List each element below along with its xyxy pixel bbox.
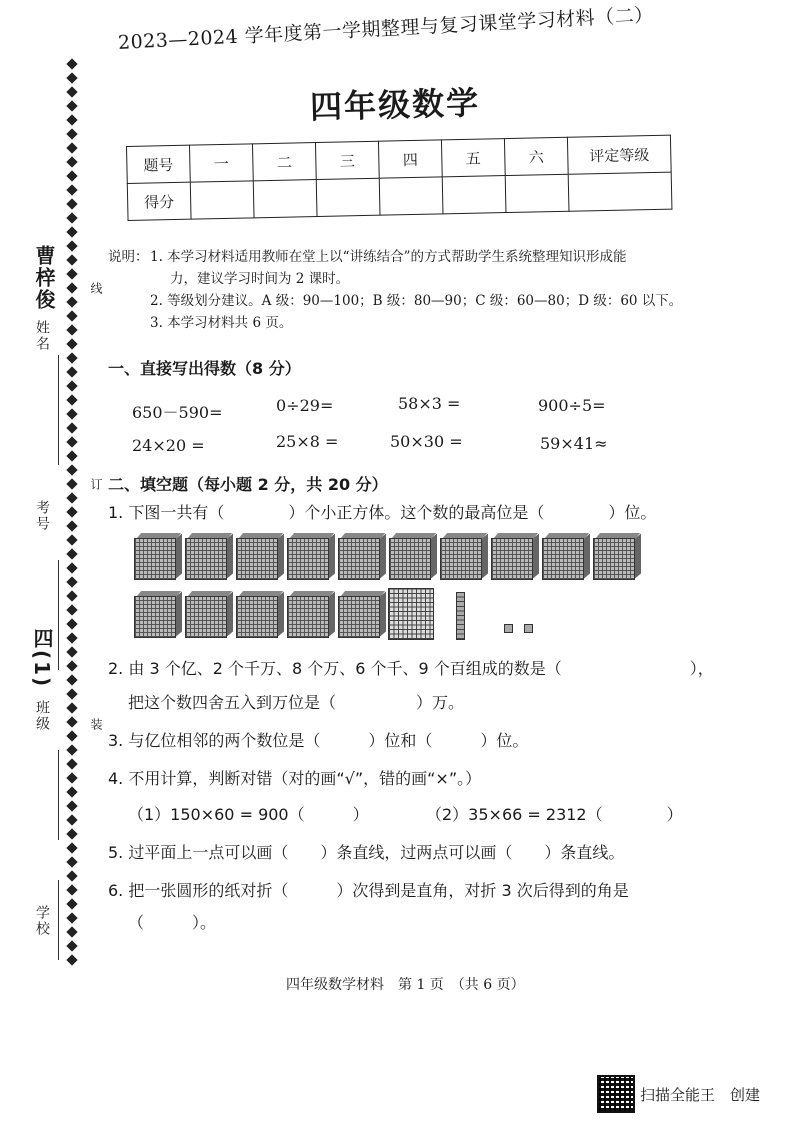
diamond-ornament (66, 534, 77, 545)
diamond-ornament (66, 240, 77, 251)
diamond-ornament (66, 170, 77, 181)
diamond-ornament (66, 478, 77, 489)
diamond-ornament (66, 828, 77, 839)
question-2a: 2. 由 3 个亿、2 个千万、8 个万、6 个千、9 个百组成的数是（ ）， (108, 659, 714, 678)
diamond-ornament (66, 604, 77, 615)
diamond-ornament (66, 562, 77, 573)
scanner-watermark: 扫描全能王 创建 (640, 1086, 761, 1104)
diamond-ornament (66, 268, 77, 279)
exam-no-underline (58, 560, 59, 670)
diamond-ornament (66, 394, 77, 405)
diamond-ornament (66, 506, 77, 517)
diamond-ornament (66, 156, 77, 167)
document-subtitle: 2023—2024 学年度第一学期整理与复习课堂学习材料（二） (117, 3, 655, 54)
calc-item: 59×41≈ (540, 434, 608, 453)
score-cell: 五 (441, 139, 505, 177)
thousand-cube (440, 538, 482, 580)
diamond-ornament (66, 492, 77, 503)
question-6b: （ ）。 (128, 913, 217, 932)
calc-item: 650－590= (132, 403, 223, 422)
score-entry-cell[interactable] (379, 177, 443, 215)
question-4-1: （1）150×60 = 900（ ） (128, 805, 369, 824)
staple-mark: 订 (89, 478, 103, 492)
diamond-ornament (66, 954, 77, 965)
diamond-ornament (66, 338, 77, 349)
diamond-ornament (66, 212, 77, 223)
diamond-ornament (66, 786, 77, 797)
diamond-ornament (66, 450, 77, 461)
class-underline (58, 750, 59, 840)
diamond-ornament (66, 940, 77, 951)
question-4-2: （2）35×66 = 2312（ ） (426, 805, 683, 824)
score-cell: 四 (378, 140, 442, 178)
question-1: 1. 下图一共有（ ）个小正方体。这个数的最高位是（ ）位。 (108, 503, 657, 522)
diamond-ornament (66, 730, 77, 741)
diamond-ornament (66, 576, 77, 587)
diamond-ornament (66, 688, 77, 699)
thousand-cube (389, 538, 431, 580)
name-underline (58, 355, 59, 465)
question-6a: 6. 把一张圆形的纸对折（ ）次得到是直角，对折 3 次后得到的角是 (108, 881, 629, 900)
thousand-cube (185, 596, 227, 638)
diamond-ornament (66, 800, 77, 811)
diamond-ornament (66, 702, 77, 713)
diamond-ornament (66, 814, 77, 825)
diamond-ornament (66, 842, 77, 853)
diamond-ornament (66, 758, 77, 769)
section1-heading: 一、直接写出得数（8 分） (108, 359, 301, 378)
diamond-ornament (66, 660, 77, 671)
diamond-ornament (66, 436, 77, 447)
thousand-cube (185, 538, 227, 580)
thousand-cube (236, 596, 278, 638)
name-value: 曹梓俊 (32, 245, 56, 311)
diamond-ornament (66, 198, 77, 209)
diamond-ornament (66, 520, 77, 531)
thousand-cube (338, 596, 380, 638)
name-label: 姓名 (34, 320, 50, 352)
notes-item: 3. 本学习材料共 6 页。 (150, 315, 293, 331)
calc-item: 25×8 = (276, 432, 339, 451)
question-4: 4. 不用计算，判断对错（对的画“√”，错的画“×”。） (108, 769, 482, 788)
section2-heading: 二、填空题（每小题 2 分，共 20 分） (108, 475, 388, 494)
score-entry-cell[interactable] (253, 180, 317, 218)
line-mark: 线 (89, 282, 103, 296)
notes-item: 1. 本学习材料适用教师在堂上以“讲练结合”的方式帮助学生系统整理知识形成能 (150, 249, 627, 265)
diamond-ornament (66, 380, 77, 391)
diamond-ornament (66, 772, 77, 783)
diamond-ornament (66, 114, 77, 125)
diamond-ornament (66, 646, 77, 657)
calc-item: 24×20 = (132, 436, 205, 455)
thousand-cube (338, 538, 380, 580)
thousand-cube (593, 538, 635, 580)
diamond-ornament (66, 912, 77, 923)
score-entry-cell[interactable] (505, 174, 569, 212)
diamond-ornament (66, 464, 77, 475)
diamond-ornament (66, 548, 77, 559)
score-entry-cell[interactable] (190, 181, 254, 219)
qr-code-icon (597, 1075, 635, 1113)
diamond-ornament (66, 254, 77, 265)
diamond-ornament (66, 884, 77, 895)
class-value: 四(1) (30, 628, 54, 689)
diamond-ornament (66, 856, 77, 867)
diamond-ornament (66, 422, 77, 433)
thousand-cube (287, 538, 329, 580)
thousand-cube (134, 538, 176, 580)
score-entry-cell[interactable] (316, 178, 380, 216)
score-entry-cell[interactable] (568, 172, 672, 211)
diamond-ornament (66, 142, 77, 153)
diamond-ornament (66, 72, 77, 83)
score-cell: 三 (315, 141, 379, 179)
document-title: 四年级数学 (309, 83, 481, 127)
diamond-ornament (66, 408, 77, 419)
score-cell: 六 (504, 137, 568, 175)
thousand-cube (287, 596, 329, 638)
score-cell: 题号 (127, 145, 191, 183)
diamond-ornament (66, 590, 77, 601)
question-5: 5. 过平面上一点可以画（ ）条直线，过两点可以画（ ）条直线。 (108, 843, 625, 862)
thousand-cube (236, 538, 278, 580)
notes-label: 说明： (108, 249, 149, 265)
diamond-ornament (66, 100, 77, 111)
hundred-flat (388, 588, 434, 640)
diamond-ornament (66, 128, 77, 139)
page-footer: 四年级数学材料 第 1 页 （共 6 页） (286, 977, 525, 993)
ten-rod (456, 592, 465, 640)
binding-diamond-border (66, 60, 80, 980)
school-underline (58, 880, 59, 960)
fold-mark: 装 (89, 718, 103, 732)
question-2b: 把这个数四舍五入到万位是（ ）万。 (128, 693, 465, 712)
diamond-ornament (66, 744, 77, 755)
notes-item: 2. 等级划分建议。A 级：90—100；B 级：80—90；C 级：60—80；D 级：60 以下。 (150, 293, 683, 309)
diamond-ornament (66, 870, 77, 881)
score-cell: 得分 (127, 182, 191, 220)
notes-item: 力，建议学习时间为 2 课时。 (170, 271, 350, 287)
diamond-ornament (66, 58, 77, 69)
score-entry-cell[interactable] (442, 176, 506, 214)
score-cell: 评定等级 (567, 135, 671, 174)
calc-item: 0÷29= (276, 396, 334, 415)
score-cell: 二 (252, 143, 316, 181)
exam-no-label: 考号 (34, 500, 50, 532)
diamond-ornament (66, 926, 77, 937)
unit-cube (504, 624, 513, 633)
question-3: 3. 与亿位相邻的两个数位是（ ）位和（ ）位。 (108, 731, 529, 750)
diamond-ornament (66, 282, 77, 293)
diamond-ornament (66, 618, 77, 629)
diamond-ornament (66, 366, 77, 377)
diamond-ornament (66, 324, 77, 335)
score-table (126, 135, 672, 221)
diamond-ornament (66, 352, 77, 363)
thousand-cube (542, 538, 584, 580)
diamond-ornament (66, 86, 77, 97)
diamond-ornament (66, 716, 77, 727)
class-label: 班级 (34, 700, 50, 732)
calc-item: 58×3 = (398, 394, 461, 413)
diamond-ornament (66, 898, 77, 909)
diamond-ornament (66, 310, 77, 321)
calc-item: 900÷5= (538, 396, 606, 415)
diamond-ornament (66, 184, 77, 195)
thousand-cube (491, 538, 533, 580)
diamond-ornament (66, 226, 77, 237)
diamond-ornament (66, 632, 77, 643)
unit-cube (524, 624, 533, 633)
diamond-ornament (66, 296, 77, 307)
score-cell: 一 (189, 144, 253, 182)
diamond-ornament (66, 674, 77, 685)
calc-item: 50×30 = (390, 432, 463, 451)
thousand-cube (134, 596, 176, 638)
school-label: 学校 (34, 905, 50, 937)
